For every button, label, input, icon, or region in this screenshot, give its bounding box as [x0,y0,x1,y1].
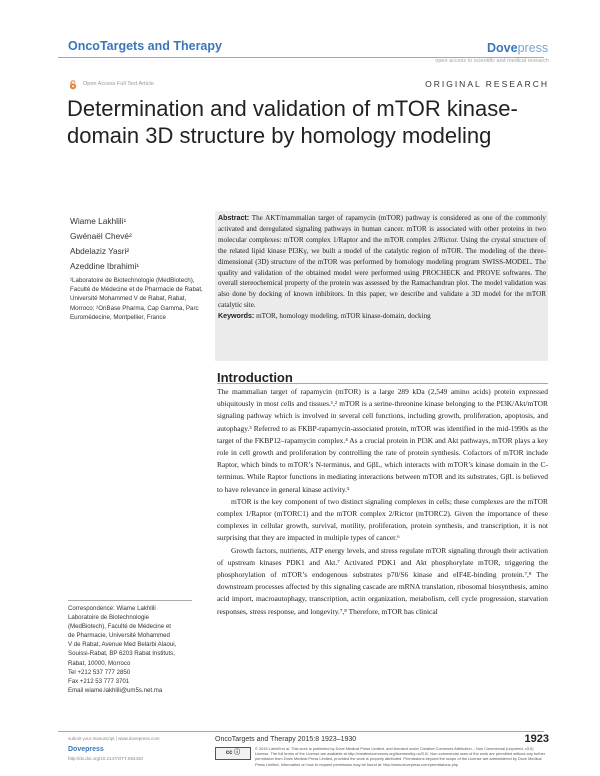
author-name[interactable]: Wiame Lakhlili¹ [70,216,127,226]
header-divider [58,57,544,58]
brand-main: Dove [487,41,518,55]
submit-manuscript-link[interactable]: submit your manuscript | www.dovepress.com [68,736,160,741]
correspondence-line: Fax +212 53 777 3701 [68,677,130,685]
correspondence-block [68,604,203,695]
footer-divider [58,731,544,732]
introduction-body [217,386,548,618]
open-access-lock-icon [68,80,78,90]
author-name[interactable]: Gwénaël Chevé² [70,231,132,241]
correspondence-line: (MedBiotech), Faculté de Médecine et [68,623,171,631]
page-number: 1923 [524,733,549,745]
correspondence-divider [68,600,192,601]
article-title: Determination and validation of mTOR kinase-domain 3D structure by homology modeling [67,96,518,148]
journal-citation: OncoTargets and Therapy 2015:8 1923–1930 [215,736,357,743]
license-text: © 2015 Lakhlili et al. This work is published by Dove Medical Press Limited, and licensed under Creative Commons Attribution – Non Commercial (unported, v3.0) License. The full terms of the License are available at http://creativecommons.org/licenses/by-nc/3.0/. Non-commercial uses of the work are permitted without any further permission from Dove Medical Press Limited, provided the work is properly attributed. Permissions beyond the scope of the License are administered by Dove Medical Press Limited. Information on how to request permission may be found at: http://www.dovepress.com/permissions.php [255,746,546,767]
keywords: mTOR, homology modeling, mTOR kinase-domain, docking [256,312,431,321]
section-divider [217,383,548,384]
correspondence-label: Correspondence: Wiame Lakhlili [68,605,156,612]
section-heading-introduction: Introduction [217,370,293,385]
journal-name[interactable]: OncoTargets and Therapy [68,39,222,53]
abstract-text: The AKT/mammalian target of rapamycin (mTOR) pathway is considered as one of the commonly activated and deregulated signaling pathways in human cancer. mTOR is associated with other proteins in two molecular complexes: mTOR complex 1/Raptor and the mTOR complex 2/Rictor. Using the crystal structure of the related lipid kinase PI3Kγ, we built a model of the catalytic region of mTOR. The modeling of the three-dimensional (3D) structure of the mTOR was performed by homology modeling program SWISS-MODEL. The quality and validation of the obtained model were performed using PROCHECK and PROVE softwares. The overall stereochemical property of the protein was assessed by the Ramachandran plot. The model validation was also done by docking of known inhibitors. In this paper, we describe and validate a 3D model for the mTOR catalytic site. [218,214,546,310]
affiliations: ¹Laboratoire de Biotechnologie (MedBiotech), Faculté de Médecine et de Pharmacie de Rabat, Université Mohammed V de Rabat, Rabat, Morroco; ²OriBase Pharma, Cap Gamma, Parc Euromédecine, Montpellier, France [70,277,203,321]
abstract [218,213,546,322]
author-name[interactable]: Abdelaziz Yasri² [70,246,130,256]
footer-brand[interactable]: Dovepress [68,746,104,753]
article-type: ORIGINAL RESEARCH [425,79,549,89]
brand-suffix: press [517,41,549,55]
creative-commons-icon[interactable]: cc ⓘ [215,747,251,760]
brand-tagline: open access to scientific and medical research [435,58,549,64]
open-access-label: Open Access Full Text Article [83,81,154,87]
paragraph: Growth factors, nutrients, ATP energy levels, and stress regulate mTOR signaling through their activation of upstream kinases PDK1 and Akt.⁷ Activated PDK1 and Akt phosphorylate mTOR, triggering the phosphorylation of mTOR’s endogenous substrates p70/S6 kinase and eIF4E-binding protein.⁷,⁸ The downstream processes affected by this signaling cascade are mRNA translation, ribosomal biosynthesis, amino acid import, macroautophagy, transcription, actin organization, metabolism, cell cycle progression, starvation responses, stress response, and longevity.⁷,⁸ Therefore, mTOR has clinical [217,545,548,616]
author-list [70,214,139,274]
paragraph: The mammalian target of rapamycin (mTOR) is a large 289 kDa (2,549 amino acids) protein expressed ubiquitously in most cells and tissues.¹,² mTOR is a serine-threonine kinase belonging to the PI3K/Akt/mTOR signaling pathway which is involved in several cell functions, including growth, proliferation, apoptosis, and autophagy.³ Referred to as FKBP-rapamycin-associated protein, mTOR was identified in the mid-1990s as the target of the FKBP12–rapamycin complex.⁴ As a crucial protein in PI3K and Akt pathways, mTOR plays a key role in cell growth and proliferation by controlling the rate of protein synthesis. Cofactors of mTOR include Raptor, which binds to mTOR’s N-terminus, and GβL, which interacts with mTOR’s kinase domain in the C-terminus. While Raptor functions in mediating interactions between mTOR and its substrates, GβL is believed to have relevance in general kinase activity.⁵ [217,387,548,494]
correspondence-line: Laboratoire de Biotechnologie [68,614,149,622]
doi-link[interactable]: http://dx.doi.org/10.2147/OTT.S84420 [68,756,144,761]
correspondence-line: Tel +212 537 777 2850 [68,668,131,676]
paragraph: mTOR is the key component of two distinct signaling complexes in cells; these complexes are the mTOR complex 1/Raptor (mTORC1) and the mTOR complex 2/Rictor (mTORC2). Given the importance of these complexes in cellular growth, survival, motility, proliferation, protein synthesis, and transcription, it is not surprising that they are impacted in multiple types of cancer.⁶ [217,496,548,543]
correspondence-line: V de Rabat, Avenue Med Belarbi Alaoui, [68,641,177,649]
dovepress-logo[interactable] [487,41,548,55]
abstract-label: Abstract: [218,214,250,222]
correspondence-line: de Pharmacie, Université Mohammed [68,632,170,640]
correspondence-line: Souissi-Rabat, BP 6203 Rabat Instituts, [68,650,175,658]
author-name[interactable]: Azeddine Ibrahimi¹ [70,261,140,271]
correspondence-line: Rabat, 10000, Morroco [68,659,131,667]
correspondence-email[interactable]: Email wiame.lakhlili@um5s.net.ma [68,686,163,694]
keywords-label: Keywords: [218,312,255,321]
